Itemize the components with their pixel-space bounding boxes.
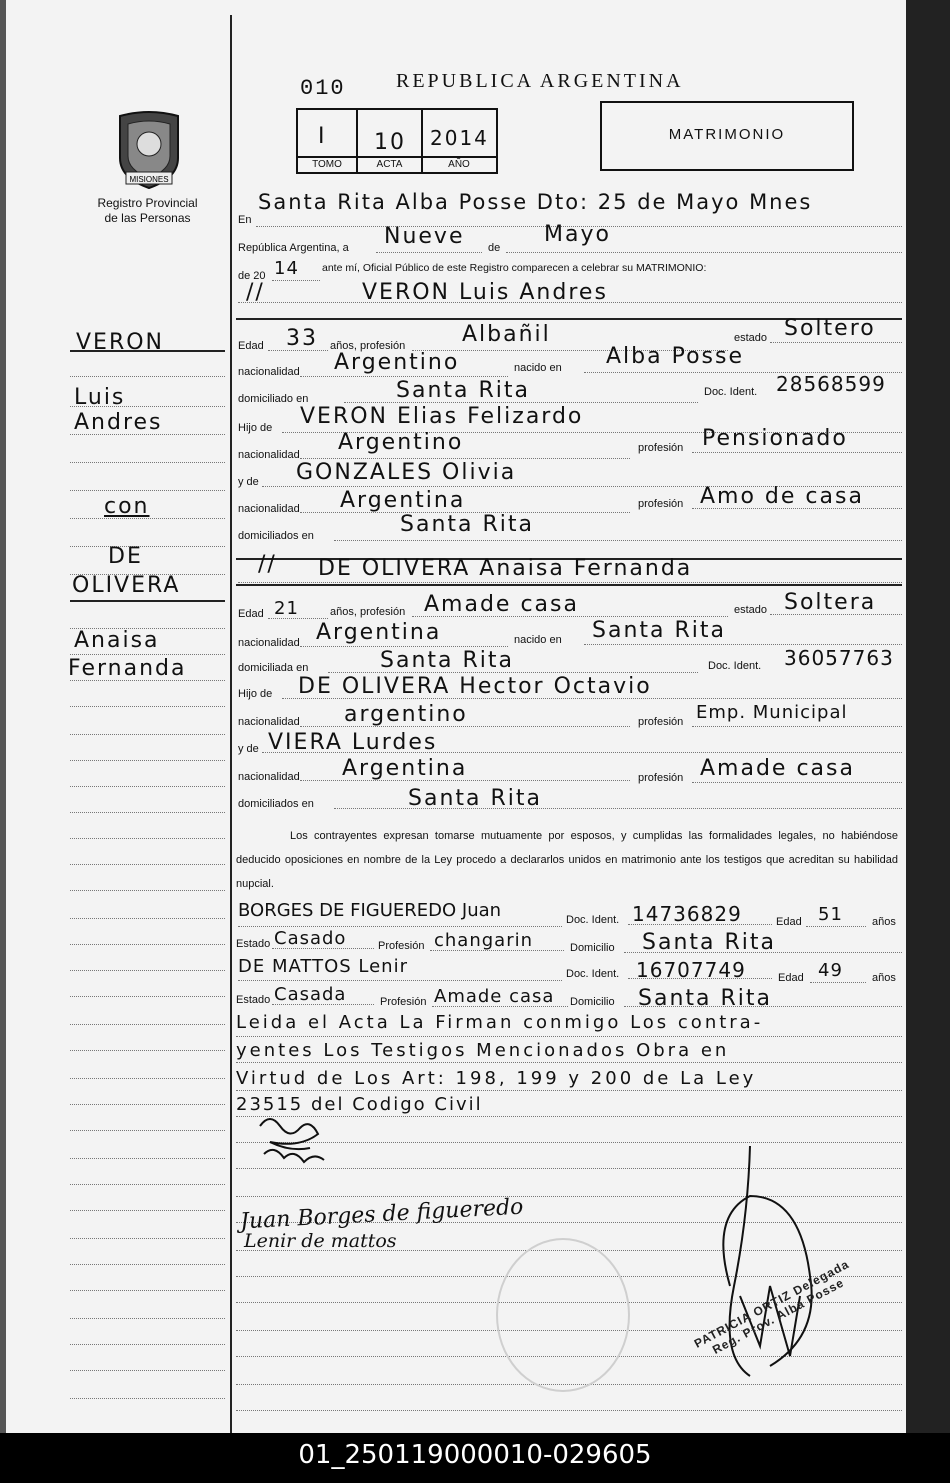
tomo-label: TOMO <box>312 159 342 170</box>
ano-value: 2014 <box>430 126 489 150</box>
groom-yde-label: y de <box>238 476 259 488</box>
page-left-edge <box>0 0 6 1433</box>
statement: ante mí, Oficial Público de este Registro comparecen a celebrar su MATRIMONIO: <box>322 262 707 274</box>
closing-note-line2: yentes Los Testigos Mencionados Obra en <box>236 1040 730 1061</box>
witness2-doc: 16707749 <box>636 958 746 982</box>
bride-mother: VIERA Lurdes <box>268 730 438 755</box>
bride-mother-nat-label: nacionalidad <box>238 771 300 783</box>
witness1-edad-label: Edad <box>776 916 802 928</box>
groom-father: VERON Elias Felizardo <box>300 404 584 429</box>
groom-mother-nat-label: nacionalidad <box>238 503 300 515</box>
bride-nacido-label: nacido en <box>514 634 562 646</box>
margin-de: DE <box>108 544 143 569</box>
groom-estado-label: estado <box>734 332 768 344</box>
official-stamp: PATRICIA ORTIZ Delegada Reg. Prov. Alba Posse <box>691 1256 852 1357</box>
groom-domicile: Santa Rita <box>396 378 530 403</box>
witness2-doc-label: Doc. Ident. <box>566 968 620 980</box>
acta-label: ACTA <box>376 159 403 170</box>
witness1-age: 51 <box>818 904 843 925</box>
groom-mother-nationality: Argentina <box>340 488 466 513</box>
bride-yde-label: y de <box>238 743 259 755</box>
groom-mother: GONZALES Olivia <box>296 460 517 485</box>
witness2-domicile: Santa Rita <box>638 986 772 1011</box>
margin-name-bride-1: Anaisa <box>74 628 160 653</box>
witness1-estado: Casado <box>274 928 347 949</box>
seal-text: MISIONES <box>129 175 169 184</box>
org-name-line2: de las Personas <box>104 211 191 225</box>
republica-label: República Argentina, a <box>238 242 349 254</box>
en-label: En <box>238 214 252 226</box>
bride-parents-domicile: Santa Rita <box>408 786 542 811</box>
witness1-profession: changarin <box>434 930 534 951</box>
margin-rule <box>230 15 232 1433</box>
registry-round-stamp <box>496 1238 630 1392</box>
bride-estado-label: estado <box>734 604 768 616</box>
groom-hijo-label: Hijo de <box>238 422 273 434</box>
witness1-name: BORGES DE FIGUEREDO Juan <box>238 900 502 921</box>
document-code-footer: 01_250119000010-029605 <box>0 1433 950 1483</box>
bride-father-nat-label: nacionalidad <box>238 716 300 728</box>
bride-profession: Amade casa <box>424 592 579 617</box>
groom-mother-profession: Amo de casa <box>700 484 864 509</box>
closing-note-line3: Virtud de Los Art: 198, 199 y 200 de La Ley <box>236 1068 757 1089</box>
bride-father-nationality: argentino <box>344 702 468 727</box>
margin-name-groom-1: Luis <box>74 385 126 410</box>
witness2-name: DE MATTOS Lenir <box>238 956 408 977</box>
witness2-estado: Casada <box>274 984 347 1005</box>
bride-father-prof-label: profesión <box>638 716 684 728</box>
org-name-line1: Registro Provincial <box>97 196 198 210</box>
margin-surname-groom: VERON <box>76 330 165 355</box>
groom-profession: Albañil <box>462 322 551 347</box>
witness2-profession: Amade casa <box>434 986 555 1007</box>
groom-age: 33 <box>286 326 318 351</box>
bride-edad-label: Edad <box>238 608 264 620</box>
witness2-anos-label: años <box>872 972 896 984</box>
groom-father-nationality: Argentino <box>338 430 464 455</box>
groom-birthplace: Alba Posse <box>606 344 745 369</box>
witness2-profesion-label: Profesión <box>380 996 427 1008</box>
bride-domiciliada-label: domiciliada en <box>238 662 309 674</box>
groom-father-prof-label: profesión <box>638 442 684 454</box>
closing-note-line4: 23515 del Codigo Civil <box>236 1094 483 1115</box>
contrayentes-signatures <box>240 1108 340 1172</box>
country-title: REPUBLICA ARGENTINA <box>396 70 684 92</box>
groom-anos-profesion-label: años, profesión <box>330 340 406 352</box>
bride-mother-prof-label: profesión <box>638 772 684 784</box>
witness1-doc-label: Doc. Ident. <box>566 914 620 926</box>
witness2-age: 49 <box>818 960 843 981</box>
witness1-domicilio-label: Domicilio <box>570 942 615 954</box>
bride-doc: 36057763 <box>784 646 894 670</box>
page-right-edge <box>906 0 950 1433</box>
groom-edad-label: Edad <box>238 340 264 352</box>
record-type: MATRIMONIO <box>668 126 786 143</box>
acta-value: 10 <box>374 130 406 155</box>
witness2-signature: Lenir de mattos <box>244 1230 397 1252</box>
bride-age: 21 <box>274 598 299 619</box>
witness1-signature: Juan Borges de figueredo <box>239 1194 524 1235</box>
groom-father-nat-label: nacionalidad <box>238 449 300 461</box>
bride-full-name: DE OLIVERA Anaisa Fernanda <box>318 556 693 581</box>
province-seal-logo <box>112 108 186 190</box>
bride-doc-label: Doc. Ident. <box>708 660 762 672</box>
groom-estado: Soltero <box>784 316 876 341</box>
bride-father: DE OLIVERA Hector Octavio <box>298 674 652 699</box>
margin-name-bride-2: Fernanda <box>68 656 187 681</box>
witness1-anos-label: años <box>872 916 896 928</box>
margin-con: con <box>104 494 150 519</box>
bride-mother-profession: Amade casa <box>700 756 855 781</box>
margin-name-groom-2: Andres <box>74 410 163 435</box>
groom-father-profession: Pensionado <box>702 426 848 451</box>
bride-hijo-label: Hijo de <box>238 688 273 700</box>
groom-full-name: VERON Luis Andres <box>362 280 608 305</box>
groom-nacido-label: nacido en <box>514 362 562 374</box>
ano-label: AÑO <box>448 159 470 170</box>
groom-doc-label: Doc. Ident. <box>704 386 758 398</box>
groom-nacionalidad-label: nacionalidad <box>238 366 300 378</box>
bride-birthplace: Santa Rita <box>592 618 726 643</box>
groom-parents-dom-label: domiciliados en <box>238 530 314 542</box>
tomo-value: I <box>318 124 327 149</box>
bride-mother-nationality: Argentina <box>342 756 468 781</box>
day: Nueve <box>384 224 465 249</box>
bride-parents-dom-label: domiciliados en <box>238 798 314 810</box>
declaration-text: Los contrayentes expresan tomarse mutuamente por esposos, y cumplidas las formalidades legales, no habiéndose deducido oposiciones en nombre de la Ley procedo a declararlos unidos en matrimonio ante los testigos que acreditan su habilidad nupcial. <box>236 830 898 890</box>
witness1-profesion-label: Profesión <box>378 940 425 952</box>
bride-nacionalidad-label: nacionalidad <box>238 637 300 649</box>
witness1-domicile: Santa Rita <box>642 930 776 955</box>
margin-surname-bride: OLIVERA <box>72 573 181 598</box>
bride-father-profession: Emp. Municipal <box>696 702 848 723</box>
de20-label: de 20 <box>238 270 266 282</box>
place: Santa Rita Alba Posse Dto: 25 de Mayo Mnes <box>258 190 813 214</box>
bride-anos-profesion-label: años, profesión <box>330 606 406 618</box>
groom-nationality: Argentino <box>334 350 460 375</box>
groom-domiciliado-label: domiciliado en <box>238 393 309 405</box>
form-number: 010 <box>300 76 346 101</box>
witness2-edad-label: Edad <box>778 972 804 984</box>
closing-note-line1: Leida el Acta La Firman conmigo Los contra- <box>236 1012 764 1033</box>
bride-domicile: Santa Rita <box>380 648 514 673</box>
month: Mayo <box>544 222 611 247</box>
bride-estado: Soltera <box>784 590 877 615</box>
groom-doc: 28568599 <box>776 372 886 396</box>
year: 14 <box>274 258 299 279</box>
de-label: de <box>488 242 501 254</box>
witness2-domicilio-label: Domicilio <box>570 996 615 1008</box>
bride-nationality: Argentina <box>316 620 442 645</box>
org-name <box>80 196 215 226</box>
witness2-estado-label: Estado <box>236 994 271 1006</box>
witness1-doc: 14736829 <box>632 902 742 926</box>
groom-parents-domicile: Santa Rita <box>400 512 534 537</box>
groom-mother-prof-label: profesión <box>638 498 684 510</box>
witness1-estado-label: Estado <box>236 938 271 950</box>
